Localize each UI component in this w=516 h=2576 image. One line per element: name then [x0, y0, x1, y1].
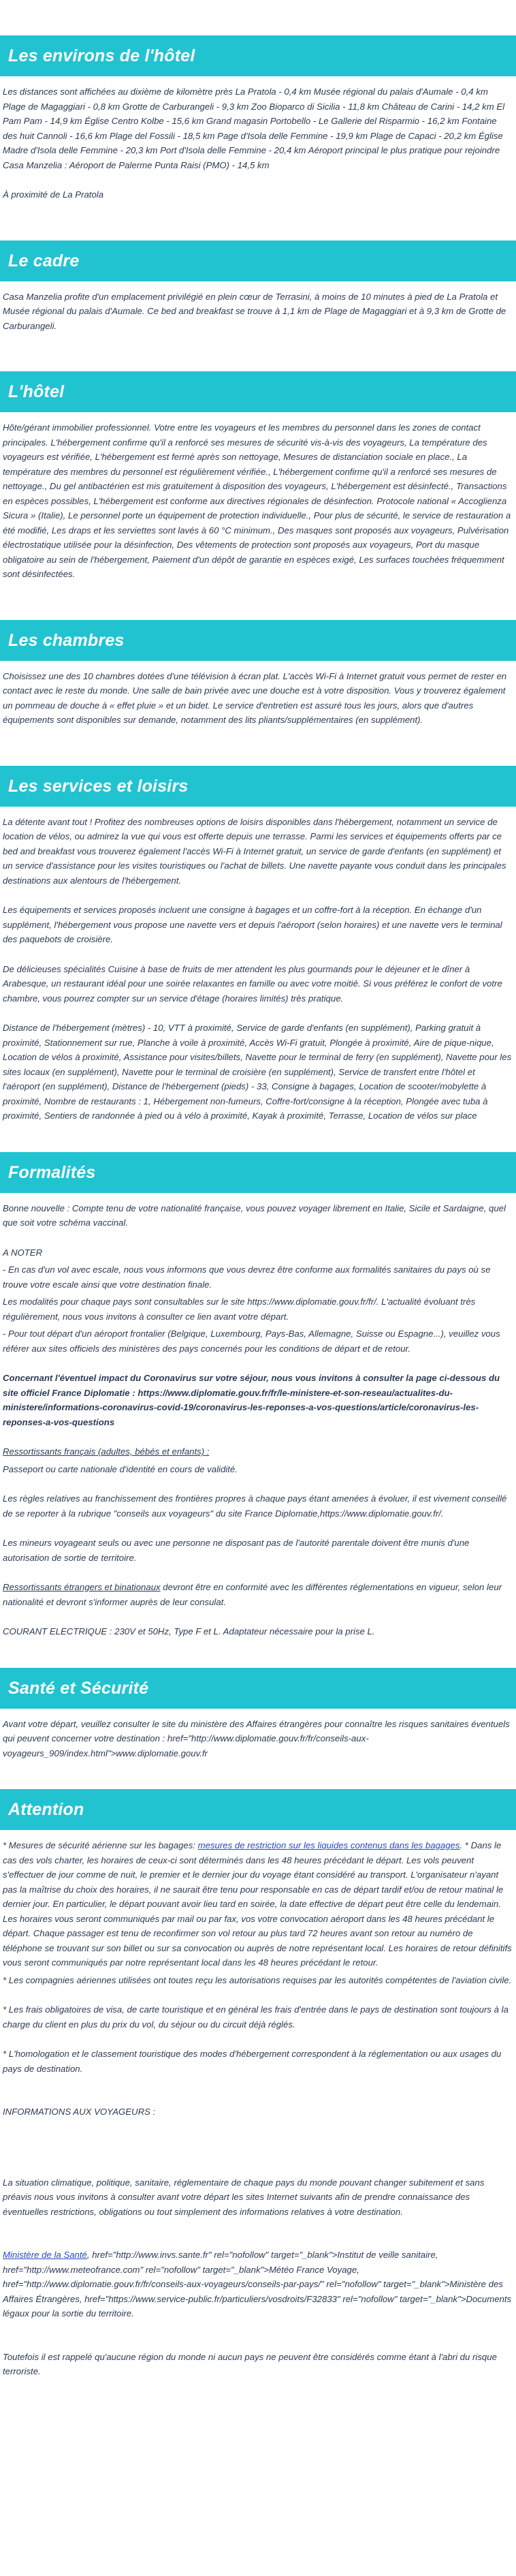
- ressortissants-line: Passeport ou carte nationale d'identité en cours de validité.: [3, 1463, 238, 1474]
- section-attention: [0, 1789, 516, 2379]
- page: [0, 35, 516, 2379]
- section-title-attention: Attention: [0, 1789, 516, 1830]
- note-title: A NOTER: [3, 1247, 43, 1258]
- environs-proximity: À proximité de La Pratola: [3, 189, 104, 200]
- liquid-restriction-link[interactable]: mesures de restriction sur les liquides contenus dans les bagages: [197, 1840, 460, 1850]
- section-title-chambres: Les chambres: [0, 620, 516, 661]
- section-title-hotel: L'hôtel: [0, 371, 516, 412]
- section-formalites: [0, 1152, 516, 1639]
- sante-text: Avant votre départ, veuillez consulter le site du ministère des Affaires étrangères pour connaître les risques sanitaires éventuels qui peuvent concerner votre destination : href="http://www.diplomatie.gouv.fr/fr/conseils-aux-voyageurs_909/index.html">www.diplomatie.gouv.fr: [3, 1718, 510, 1758]
- mineurs-notice: Les mineurs voyageant seuls ou avec une personne ne disposant pas de l'autorité parentale doivent être munis d'une autorisation de sortie de territoire.: [3, 1538, 470, 1563]
- section-title-formalites: Formalités: [0, 1152, 516, 1193]
- etrangers-heading: Ressortissants étrangers et binationaux: [3, 1582, 161, 1592]
- attention-paragraph-1: [3, 1838, 513, 1970]
- section-cadre: [0, 240, 516, 334]
- formalites-intro: Bonne nouvelle : Compte tenu de votre nationalité française, vous pouvez voyager librement en Italie, Sicile et Sardaigne, quel que soit votre schéma vaccinal.: [3, 1202, 506, 1228]
- loisirs-paragraph-1: La détente avant tout ! Profitez des nombreuses options de loisirs disponibles dans l'hébergement, notamment un service de location de vélos, ou admirez la vue qui vous est offerte depuis une terrasse. Parmi les services et équipements offerts par ce bed and breakfast vous trouverez également l'accès Wi-Fi à Internet gratuit, un service de garde d'enfants (en supplément) et un service d'assistance pour les visites touristiques ou l'achat de billets. Une navette payante vous conduit dans les principales destinations aux alentours de l'hébergement.: [3, 816, 506, 886]
- section-environs: [0, 35, 516, 202]
- cadre-text: Casa Manzelia profite d'un emplacement privilégié en plein cœur de Terrasini, à moins de 10 minutes à pied de La Pratola et Musée régional du palais d'Aumale. Ce bed and breakfast se trouve à 1,1 km de Plage de Magaggiari et à 9,3 km de Grotte de Carburangeli.: [3, 291, 506, 331]
- section-sante: [0, 1668, 516, 1761]
- note-line: - Pour tout départ d'un aéroport frontalier (Belgique, Luxembourg, Pays-Bas, Allemagne, Suisse ou Espagne...), veuillez vous référer aux sites officiels des ministères des pays concernés pour les conditions de départ et de retour.: [3, 1329, 500, 1354]
- loisirs-paragraph-2: Les équipements et services proposés incluent une consigne à bagages et un coffre-fort à la réception. En échange d'un supplément, l'hébergement vous propose une navette vers et depuis l'aéroport (selon horaires) et une navette vers le terminal des paquebots de croisière.: [3, 905, 502, 944]
- ressortissants-heading: Ressortissants français (adultes, bébés et enfants) :: [3, 1446, 210, 1457]
- chambres-text: Choisissez une des 10 chambres dotées d'une télévision à écran plat. L'accès Wi-Fi à Internet gratuit vous permet de rester en contact avec le reste du monde. Une salle de bain privée avec une douche est à votre disposition. Vous y trouverez également un pommeau de douche à « effet pluie » et un bidet. Le service d'entretien est assuré tous les jours, alors que d'autres équipements sont disponibles sur demande, notamment des lits pliants/supplémentaires (en supplément).: [3, 670, 507, 725]
- section-title-cadre: Le cadre: [0, 240, 516, 281]
- loisirs-paragraph-4: Distance de l'hébergement (mètres) - 10, VTT à proximité, Service de garde d'enfants (en supplément), Parking gratuit à proximité, Stationnement sur rue, Planche à voile à proximité, Accès Wi-Fi gratuit, Plongée à proximité, Aire de pique-nique, Location de vélos à proximité, Assistance pour visites/billets, Navette pour le terminal de ferry (en supplément), Navette pour les sites locaux (en supplément), Navette pour le terminal de croisière (en supplément), Service de transfert entre l'hôtel et l'aéroport (en supplément), Distance de l'hébergement (pieds) - 33, Consigne à bagages, Location de scooter/mobylette à proximité, Nombre de restaurants : 1, Hébergement non-fumeurs, Coffre-fort/consigne à la réception, Plongée avec tuba à proximité, Sentiers de randonnée à pied ou à vélo à proximité, Kayak à proximité, Terrasse, Location de vélos sur place: [3, 1023, 512, 1121]
- environs-text: Les distances sont affichées au dixième de kilomètre près La Pratola - 0,4 km Musée régional du palais d'Aumale - 0,4 km Plage de Magaggiari - 0,8 km Grotte de Carburangeli - 9,3 km Zoo Bioparco di Sicilia - 11,8 km Château de Carini - 14,2 km El Pam Pam - 14,9 km Église Centro Kolbe - 15,6 km Grand magasin Portobello - Le Gallerie del Risparmio - 16,2 km Fontaine des huit Cannoli - 16,6 km Plage del Fossili - 18,5 km Page d'Isola delle Femmine - 19,9 km Plage de Capaci - 20,2 km Église Madre d'Isola delle Femmine - 20,3 km Port d'Isola delle Femmine - 20,4 km Aéroport principal le plus pratique pour rejoindre Casa Manzelia : Aéroport de Palerme Punta Raisi (PMO) - 14,5 km: [3, 87, 505, 170]
- attention-compagnies: * Les compagnies aériennes utilisées ont toutes reçu les autorisations requises par les autorités compétentes de l'aviation civile.: [3, 1974, 512, 1985]
- attention-paragraph-4: La situation climatique, politique, sanitaire, réglementaire de chaque pays du monde pouvant changer subitement et sans préavis nous vous invitons à consulter avant votre départ les sites Internet suivants afin de prendre connaissance des éventuelles restrictions, obligations ou tout simplement des informations relatives à votre destination.: [3, 2177, 485, 2217]
- courant-electrique: COURANT ELECTRIQUE : 230V et 50Hz, Type F et L. Adaptateur nécessaire pour la prise L.: [3, 1626, 375, 1636]
- regles-frontieres: Les règles relatives au franchissement des frontières propres à chaque pays étant amenées à évoluer, il est vivement conseillé de se reporter à la rubrique "conseils aux voyageurs" du site France Diplomatie,https://www.diplomatie.gouv.fr/.: [3, 1493, 507, 1519]
- ministere-sante-link[interactable]: Ministère de la Santé: [3, 2250, 87, 2260]
- section-title-loisirs: Les services et loisirs: [0, 766, 516, 807]
- etrangers-text: devront être en conformité avec les différentes réglementations en vigueur, selon leur nationalité et devront s'informer auprès de leur consulat.: [3, 1582, 502, 1607]
- attention-prefix: * Mesures de sécurité aérienne sur les bagages:: [3, 1840, 198, 1850]
- section-loisirs: [0, 766, 516, 1123]
- attention-paragraph-5: [3, 2248, 513, 2321]
- loisirs-paragraph-3: De délicieuses spécialités Cuisine à base de fruits de mer attendent les plus gourmands pour le déjeuner et le dîner à Arabesque, un restaurant idéal pour une soirée relaxantes en famille ou avec votre moitié. Si vous préférez le confort de votre chambre, vous pourrez compter sur un service d'étage (horaires limités) très pratique.: [3, 963, 502, 1004]
- attention-paragraph-6: Toutefois il est rappelé qu'aucune région du monde ni aucun pays ne peuvent être considérés comme étant à l'abri du risque terroriste.: [3, 2351, 497, 2376]
- info-voyageurs-heading: INFORMATIONS AUX VOYAGEURS :: [3, 2107, 156, 2117]
- attention-paragraph-3: * L'homologation et le classement touristique des modes d'hébergement correspondent à la réglementation ou aux usages du pays de destination.: [3, 2049, 502, 2074]
- section-chambres: [0, 620, 516, 728]
- section-title-sante: Santé et Sécurité: [0, 1668, 516, 1709]
- attention-links-text: , href="http://www.invs.sante.fr" rel="nofollow" target="_blank">Institut de veille sanitaire, href="http://www.meteofrance.com" rel="nofollow" target="_blank">Météo France Voyage, href="http://www.diplomatie.gouv.fr/fr/conseils-aux-voyageurs/conseils-par-pays/" rel="nofollow" target="_blank">Ministère des Affaires Étrangères, href="https://www.service-public.fr/particuliers/vosdroits/F32833" rel="nofollow" target="_blank">Documents légaux pour la sortie du territoire.: [3, 2250, 512, 2318]
- attention-paragraph-2: * Les frais obligatoires de visa, de carte touristique et en général les frais d'entrée dans le pays de destination sont toujours à la charge du client en plus du prix du vol, du séjour ou du circuit déjà réglés.: [3, 2004, 509, 2030]
- section-hotel: [0, 371, 516, 582]
- note-line: Les modalités pour chaque pays sont consultables sur le site https://www.diplomatie.gouv.fr/fr/. L'actualité évoluant très régulièrement, nous vous invitons à consulter ce lien avant votre départ.: [3, 1297, 476, 1322]
- coronavirus-notice: Concernant l'éventuel impact du Coronavirus sur votre séjour, nous vous invitons à consulter la page ci-dessous du site officiel France Diplomatie : https://www.diplomatie.gouv.fr/fr/le-ministere-et-son-reseau/actualites-du-ministere/informations-coronavirus-covid-19/coronavirus-les-reponses-a-vos-questions/article/coronavirus-les-reponses-a-vos-questions: [3, 1373, 500, 1427]
- attention-body: . * Dans le cas des vols charter, les horaires de ceux-ci sont déterminés dans les 48 heures précédant le départ. Les vols peuvent s'effectuer de jour comme de nuit, le premier et le dernier jour du voyage étant considéré au transport. L'organisateur n'ayant pas la maîtrise du choix des horaires, il ne saurait être tenu pour responsable en cas de départ tardif et/ou de retour matinal le dernier jour. En particulier, le départ pouvant avoir lieu tard en soirée, la date effective de départ peut être celle du lendemain. Les horaires vous seront communiqués par mail ou par fax, vos votre convocation aéroport dans les 48 heures précédant le départ. Chaque passager est tenu de reconfirmer son vol retour au plus tard 72 heures avant son retour au numéro de téléphone se trouvant sur son billet ou sur sa convocation ou auprès de notre représentant local. Les horaires de retour définitifs vous seront communiqués par notre représentant local dans les 48 heures précédant le retour.: [3, 1840, 512, 1968]
- section-title-environs: Les environs de l'hôtel: [0, 35, 516, 76]
- hotel-text: Hôte/gérant immobilier professionnel. Votre entre les voyageurs et les membres du personnel dans les zones de contact principales. L'hébergement confirme qu'il a renforcé ses mesures de sécurité vis-à-vis des voyageurs, La température des voyageurs est vérifiée, L'hébergement est fermé après son nettoyage, Mesures de distanciation sociale en place., La température des membres du personnel est régulièrement vérifiée., L'hébergement confirme qu'il a renforcé ses mesures de nettoyage., Du gel antibactérien est mis gratuitement à disposition des voyageurs, L'hébergement est désinfecté., Transactions en espèces possibles, L'hébergement est conforme aux directives régionales de désinfection. Protocole national « Accoglienza Sicura » (Italie), Le personnel porte un équipement de protection individuelle., Pour plus de sécurité, le service de restauration a été modifié, Les draps et les serviettes sont lavés à 60 °C minimum., Des masques sont proposés aux voyageurs, Pulvérisation électrostatique utilisée pour la désinfection, Des vêtements de protection sont proposés aux voyageurs, Port du masque obligatoire au sein de l'hébergement, Paiement d'un dépôt de garantie en espèces exigé, Les surfaces touchées fréquemment sont désinfectées.: [3, 422, 511, 579]
- note-line: - En cas d'un vol avec escale, nous vous informons que vous devrez être conforme aux formalités sanitaires du pays où se trouve votre escale ainsi que votre destination finale.: [3, 1264, 491, 1290]
- etrangers-notice: [3, 1580, 513, 1609]
